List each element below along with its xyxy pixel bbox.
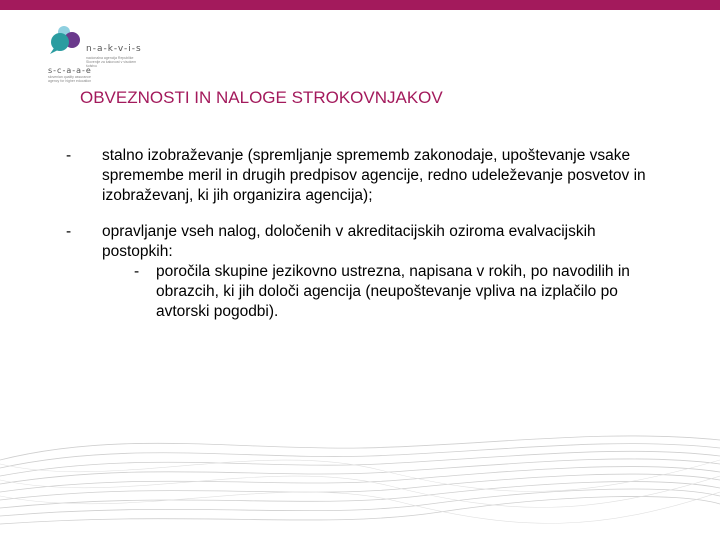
sub-bullet-dash: -	[134, 263, 140, 280]
decorative-wave-lines	[0, 420, 720, 540]
bullet-item	[66, 222, 666, 322]
logo-mark-icon	[44, 24, 84, 64]
sub-bullet-text: poročila skupine jezikovno ustrezna, napisana v rokih, po navodilih in obrazcih, ki jih določi agencija (neupoštevanje vpliva na izplačilo po avtorski pogodbi).	[156, 263, 630, 320]
sub-bullet-item	[120, 262, 666, 322]
slide-title: OBVEZNOSTI IN NALOGE STROKOVNJAKOV	[80, 88, 443, 107]
logo-subtitle-top: nacionalna agencija Republike Slovenije za kakovost v visokem šolstvu	[86, 56, 137, 68]
logo-name-top: n-a-k-v-i-s	[86, 44, 142, 54]
bullet-dash: -	[66, 223, 72, 240]
top-accent-bar	[0, 0, 720, 10]
logo-name-bottom: s-c-a-a-e	[48, 66, 92, 75]
bullet-text: opravljanje vseh nalog, določenih v akreditacijskih oziroma evalvacijskih postopkih:	[102, 223, 596, 260]
nakvis-logo	[44, 24, 154, 84]
bullet-text: stalno izobraževanje (spremljanje sprememb zakonodaje, upoštevanje vsake spremembe meril in drugih predpisov agencije, redno udeleževanje posvetov in izobraževanj, ki jih organizira agencija);	[102, 147, 646, 204]
bullet-dash: -	[66, 147, 72, 164]
bullet-item	[66, 146, 666, 206]
slide-content	[66, 146, 666, 338]
logo-subtitle-bottom: slovenian quality assurance agency for higher education	[48, 75, 92, 83]
